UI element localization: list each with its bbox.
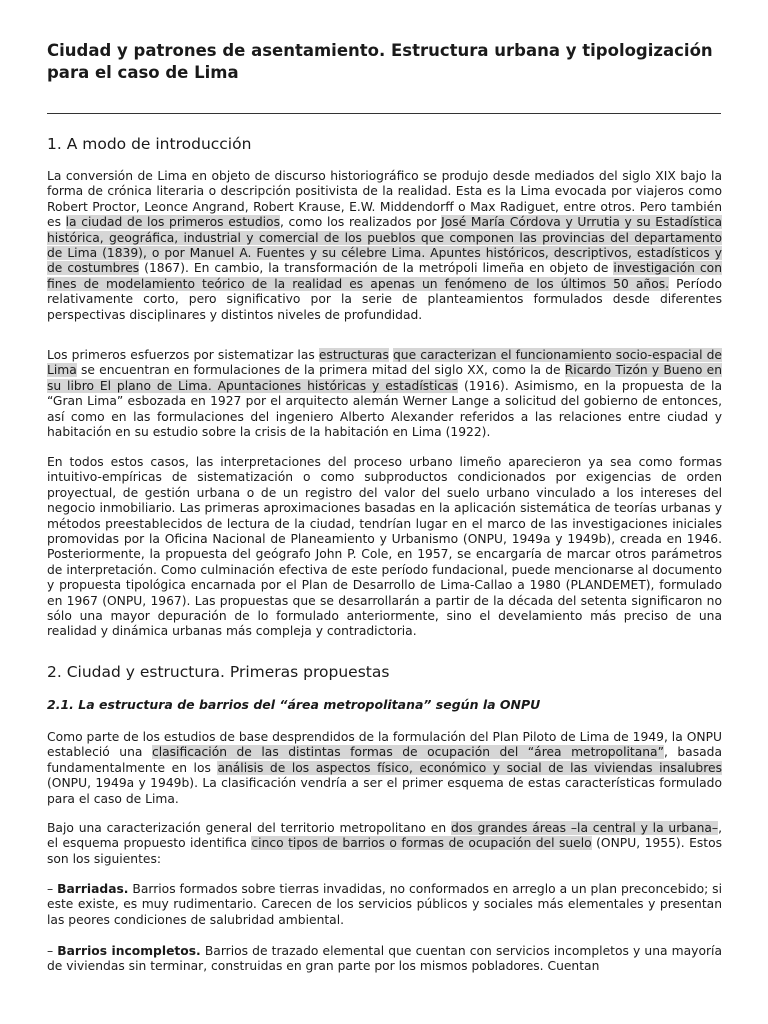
- paragraph-text: (1867). En cambio, la transformación de la metrópoli limeña en objeto de: [139, 261, 614, 276]
- highlighted-text: estructuras: [318, 348, 389, 362]
- list-item-term: Barriadas.: [57, 882, 129, 896]
- paragraph-text: Como parte de los estudios de base desprendidos de la formulación del Plan Piloto de Lima de 1949, la ONPU estableció una: [47, 730, 722, 760]
- highlighted-text: que caracterizan el funcionamiento socio-espacial de Lima: [47, 348, 722, 378]
- highlighted-text: la ciudad de los primeros estudios: [65, 215, 280, 230]
- highlighted-text: investigación con fines de modelamiento teórico de la realidad es apenas un fenómeno de los últimos 50 años.: [47, 261, 722, 291]
- section-2-paragraph-2: [47, 821, 722, 867]
- section-1-heading: 1. A modo de introducción: [47, 135, 252, 153]
- list-item-text: Barrios de trazado elemental que cuentan con servicios incompletos y una mayoría de viviendas sin terminar, construidas en gran parte por los mismos pobladores. Cuentan: [47, 944, 722, 974]
- paragraph-text: Bajo una caracterización general del territorio metropolitano en: [47, 821, 451, 835]
- paragraph-text: , como los realizados por: [279, 215, 442, 230]
- list-item-barriadas: – Barriadas. Barrios formados sobre tierras invadidas, no conformados en arreglo a un plan preconcebido; si este existe, es muy rudimentario. Carecen de los servicios públicos y sociales más elementales y presentan las peores condiciones de salubridad ambiental.: [47, 882, 722, 927]
- list-item-term: Barrios incompletos.: [57, 944, 201, 958]
- section-2-1-subheading: 2.1. La estructura de barrios del “área metropolitana” según la ONPU: [47, 697, 541, 712]
- section-1-paragraph-2: [47, 348, 722, 440]
- highlighted-text: José María Córdova y Urrutia y su Estadística histórica, geográfica, industrial y comercial de los pueblos que componen las provincias del departamento de Lima (1839), o por Manuel A. Fuentes y su célebre Lima. Apuntes históricos, descriptivos, estadísticos y de costumbres: [47, 215, 723, 276]
- paragraph-text: La conversión de Lima en objeto de discurso historiográfico se produjo desde mediados del siglo XIX bajo la forma de crónica literaria o descripción positivista de la realidad. Esta es la Lima evocada por viajeros como Robert Proctor, Leonce Angrand, Robert Krause, E.W. Middendorff o Max Radiguet, entre otros. Pero también es: [47, 169, 722, 230]
- paragraph-text: Los primeros esfuerzos por sistematizar las: [47, 348, 319, 362]
- paragraph-text: , el esquema propuesto identifica: [47, 821, 722, 851]
- section-2-paragraph-1: [47, 730, 722, 807]
- paragraph-text: (ONPU, 1949a y 1949b). La clasificación vendría a ser el primer esquema de estas características formulado para el caso de Lima.: [47, 776, 722, 806]
- paragraph-text: , basada fundamentalmente en los: [47, 745, 722, 775]
- section-1-paragraph-3: En todos estos casos, las interpretaciones del proceso urbano limeño aparecieron ya sea como formas intuitivo-empíricas de sistematización o como subproductos condicionados por exigencias de orden proyectual, de gestión urbana o de un registro del valor del suelo urbano vinculado a los intereses del negocio inmobiliario. Las primeras aproximaciones basadas en la aplicación sistemática de teorías urbanas y métodos preestablecidos de lectura de la ciudad, tendrían lugar en el marco de las investigaciones iniciales promovidas por la Oficina Nacional de Planeamiento y Urbanismo (ONPU, 1949a y 1949b), creada en 1946. Posteriormente, la propuesta del geógrafo John P. Cole, en 1957, se encargaría de marcar otros parámetros de interpretación. Como culminación efectiva de este período fundacional, puede mencionarse al documento y propuesta tipológica encarnada por el Plan de Desarrollo de Lima-Callao a 1980 (PLANDEMET), formulado en 1967 (ONPU, 1967). Las propuestas que se desarrollarán a partir de la década del setenta significaron no sólo una mayor depuración de lo formulado anteriormente, sino el develamiento más preciso de una realidad y dinámica urbanas más compleja y contradictoria.: [47, 455, 722, 639]
- section-2-heading: 2. Ciudad y estructura. Primeras propuestas: [47, 663, 390, 681]
- title-divider: [47, 113, 721, 114]
- paragraph-text: Período relativamente corto, pero significativo por la serie de planteamientos formulados desde diferentes perspectivas disciplinares y distintos niveles de profundidad.: [47, 276, 722, 322]
- highlighted-text: análisis de los aspectos físico, económico y social de las viviendas insalubres: [217, 760, 722, 775]
- list-item-text: Barrios formados sobre tierras invadidas, no conformados en arreglo a un plan preconcebido; si este existe, es muy rudimentario. Carecen de los servicios públicos y sociales más elementales y presentan las peores condiciones de salubridad ambiental.: [47, 882, 722, 927]
- highlighted-text: dos grandes áreas –la central y la urbana–: [450, 821, 719, 835]
- section-1-paragraph-1: [47, 169, 722, 323]
- list-item-barrios-incompletos: – Barrios incompletos. Barrios de trazado elemental que cuentan con servicios incompletos y una mayoría de viviendas sin terminar, construidas en gran parte por los mismos pobladores. Cuentan: [47, 944, 722, 974]
- paragraph-text: se encuentran en formulaciones de la primera mitad del siglo XX, como la de: [76, 363, 565, 378]
- highlighted-text: clasificación de las distintas formas de ocupación del “área metropolitana”: [151, 745, 664, 760]
- document-title: Ciudad y patrones de asentamiento. Estructura urbana y tipologización para el caso de Lima: [47, 41, 713, 82]
- paragraph-text: (ONPU, 1955). Estos son los siguientes:: [47, 836, 722, 866]
- highlighted-text: cinco tipos de barrios o formas de ocupación del suelo: [251, 836, 592, 851]
- highlighted-text: Ricardo Tizón y Bueno en su libro El plano de Lima. Apuntaciones históricas y estadísticas: [47, 363, 722, 393]
- paragraph-text: (1916). Asimismo, en la propuesta de la “Gran Lima” esbozada en 1927 por el arquitecto alemán Werner Lange a solicitud del gobierno de entonces, así como en las formulaciones del ingeniero Alberto Alexander referidos a las relaciones entre ciudad y habitación en su estudio sobre la crisis de la habitación en Lima (1922).: [47, 378, 722, 440]
